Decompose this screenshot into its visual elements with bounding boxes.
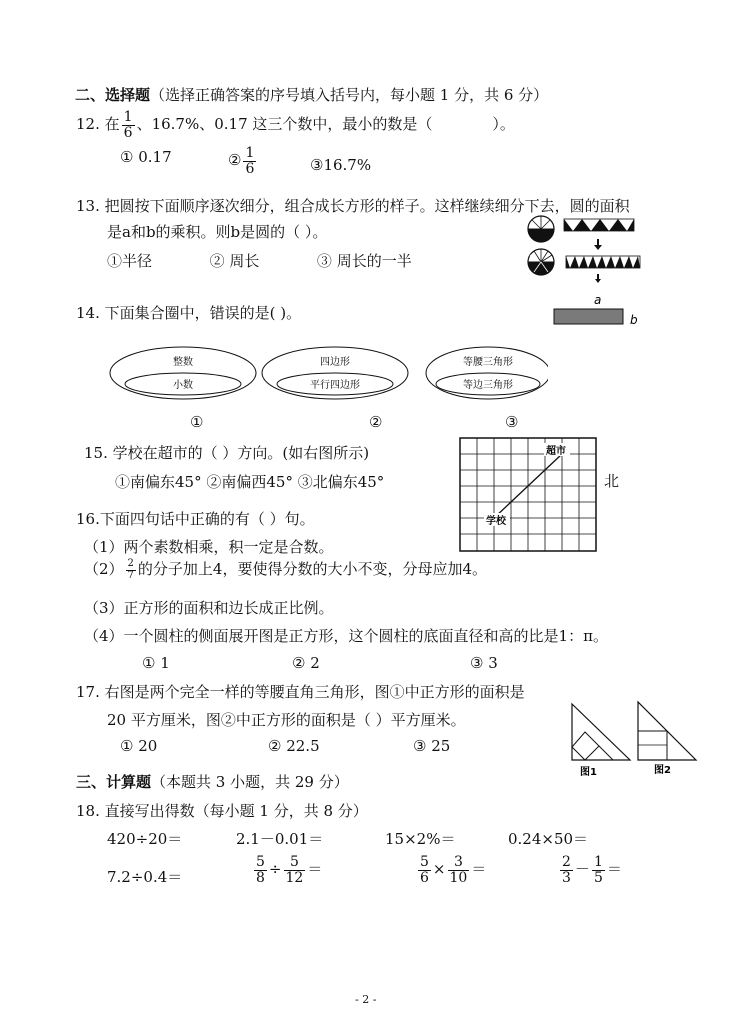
question-text: ）。 <box>492 115 515 134</box>
fraction-one-sixth <box>243 146 256 176</box>
calc-4: 0.24×50＝ <box>508 830 589 848</box>
q13-option-2: ② 周长 <box>209 252 260 270</box>
q13-option-1: ①半径 <box>107 252 153 270</box>
denominator: 10 <box>449 869 468 886</box>
q16-statement-1: （1）两个素数相乘，积一定是合数。 <box>84 538 334 556</box>
numerator: 1 <box>123 109 133 125</box>
set-diagram-2 <box>262 347 408 399</box>
set-outer-label: 整数 <box>173 357 193 368</box>
calc-1: 420÷20＝ <box>107 830 183 848</box>
q17-option-1: ① 20 <box>120 737 158 755</box>
statement-text: 的分子加上4，要使得分数的大小不变，分母应加4。 <box>137 560 488 578</box>
q16-line: 16.下面四句话中正确的有（ ）句。 <box>76 510 315 528</box>
fraction <box>448 855 470 885</box>
calc-7 <box>416 855 486 885</box>
q16-statement-4: （4）一个圆柱的侧面展开图是正方形，这个圆柱的底面直径和高的比是1：π。 <box>84 627 608 645</box>
numerator: 1 <box>593 854 603 870</box>
denominator: 5 <box>593 869 603 886</box>
q17-line-2: 20 平方厘米，图②中正方形的面积是（ ）平方厘米。 <box>107 711 466 729</box>
fraction <box>284 855 306 885</box>
set-circles-diagram <box>108 345 548 405</box>
fraction <box>254 855 267 885</box>
set-outer-label: 四边形 <box>320 357 350 368</box>
question-text: 在 <box>104 115 120 134</box>
calc-2: 2.1－0.01＝ <box>236 830 324 848</box>
denominator: 3 <box>562 869 571 886</box>
fraction-two-sevenths <box>126 559 136 581</box>
figure-1-label: 图1 <box>580 767 597 778</box>
q17-line-1: 17. 右图是两个完全一样的等腰直角三角形，图①中正方形的面积是 <box>76 683 525 701</box>
figure-2 <box>638 702 696 776</box>
triangle-squares-diagram <box>568 698 703 780</box>
option-marker: ② <box>228 151 242 170</box>
calc-5: 7.2÷0.4＝ <box>107 868 183 886</box>
circle-half-dark <box>528 229 554 242</box>
statement-number: （2） <box>84 560 124 578</box>
section-2-header <box>75 84 548 105</box>
numerator: 1 <box>245 145 255 161</box>
sawtooth-strip-coarse <box>564 219 634 231</box>
q13-line-2: 是a和b的乘积。则b是圆的（ ）。 <box>107 223 328 241</box>
fraction <box>418 855 431 885</box>
q13-option-3: ③ 周长的一半 <box>316 252 412 270</box>
q15-line: 15. 学校在超市的（ ）方向。(如右图所示) <box>84 444 370 462</box>
operator: ÷ <box>268 860 282 879</box>
q16-statement-2 <box>84 558 487 581</box>
q17-option-2: ② 22.5 <box>268 737 320 755</box>
calc-8 <box>558 855 622 885</box>
q14-mark-2: ② <box>369 413 383 431</box>
set-diagram-3 <box>426 347 548 399</box>
denominator: 12 <box>285 869 304 886</box>
q14-mark-3: ③ <box>505 413 519 431</box>
numerator: 2 <box>127 558 134 569</box>
q16-option-3: ③ 3 <box>470 654 498 672</box>
question-text: 、16.7%、0.17 这三个数中，最小的数是（ <box>136 115 433 134</box>
denominator: 6 <box>420 869 429 886</box>
numerator: 2 <box>562 854 571 870</box>
q13-line-1: 13. 把圆按下面顺序逐次细分，组合成长方形的样子。这样继续细分下去，圆的面积 <box>76 197 630 215</box>
denominator: 6 <box>245 160 255 177</box>
set-inner-label: 平行四边形 <box>310 380 360 391</box>
label-a: a <box>594 293 602 307</box>
section-3-title: 三、计算题 <box>76 773 152 791</box>
fraction <box>592 855 605 885</box>
q12-option-1: ① 0.17 <box>120 148 172 166</box>
figure-2-label: 图2 <box>654 765 671 776</box>
set-outer-label: 等腰三角形 <box>463 357 513 368</box>
q16-option-1: ① 1 <box>142 654 170 672</box>
set-inner-label: 小数 <box>173 380 193 391</box>
section-3-header <box>76 771 349 792</box>
denominator: 6 <box>123 124 133 141</box>
calc-6 <box>252 855 322 885</box>
q17-option-3: ③ 25 <box>413 737 451 755</box>
equals-sign: ＝ <box>606 860 622 879</box>
q15-options: ①南偏东45° ②南偏西45° ③北偏东45° <box>115 473 385 491</box>
numerator: 5 <box>256 854 265 870</box>
sawtooth-strip-fine <box>566 256 640 268</box>
fraction <box>560 855 573 885</box>
q12-option-2 <box>228 146 258 176</box>
arrow-down-icon <box>595 279 601 283</box>
direction-grid-diagram <box>458 436 598 553</box>
set-inner-label: 等边三角形 <box>463 380 513 391</box>
q16-statement-3: （3）正方形的面积和边长成正比例。 <box>84 599 334 617</box>
section-2-title: 二、选择题 <box>75 86 151 104</box>
q14-mark-1: ① <box>190 413 204 431</box>
q18-line: 18. 直接写出得数（每小题 1 分，共 8 分） <box>76 802 368 820</box>
denominator: 8 <box>256 869 265 886</box>
set-diagram-1 <box>110 347 256 399</box>
fraction-one-sixth <box>122 110 135 140</box>
q16-option-2: ② 2 <box>292 654 320 672</box>
equals-sign: ＝ <box>471 860 487 879</box>
page-number: - 2 - <box>355 993 377 1006</box>
operator: × <box>432 860 446 879</box>
school-label: 学校 <box>486 516 506 527</box>
operator: － <box>574 860 590 879</box>
numerator: 5 <box>420 854 429 870</box>
label-b: b <box>630 313 638 327</box>
q12-option-3: ③16.7% <box>310 156 372 174</box>
numerator: 3 <box>448 855 470 871</box>
calc-3: 15×2%＝ <box>385 830 456 848</box>
market-label: 超市 <box>546 446 566 457</box>
q13-options <box>107 250 412 271</box>
numerator: 5 <box>284 855 306 871</box>
north-label: 北 <box>604 472 620 490</box>
question-number: 12. <box>76 115 100 134</box>
section-2-note: （选择正确答案的序号填入括号内，每小题 1 分，共 6 分） <box>150 86 549 104</box>
section-3-note: （本题共 3 小题，共 29 分） <box>151 773 349 791</box>
q14-line: 14. 下面集合圈中，错误的是( )。 <box>76 304 302 322</box>
question-12 <box>76 110 515 140</box>
denominator: 7 <box>127 569 134 581</box>
rectangle-result <box>554 309 623 324</box>
equals-sign: ＝ <box>307 860 323 879</box>
circle-subdivision-diagram <box>512 214 672 334</box>
figure-1 <box>572 704 630 778</box>
arrow-down-icon <box>594 245 602 250</box>
